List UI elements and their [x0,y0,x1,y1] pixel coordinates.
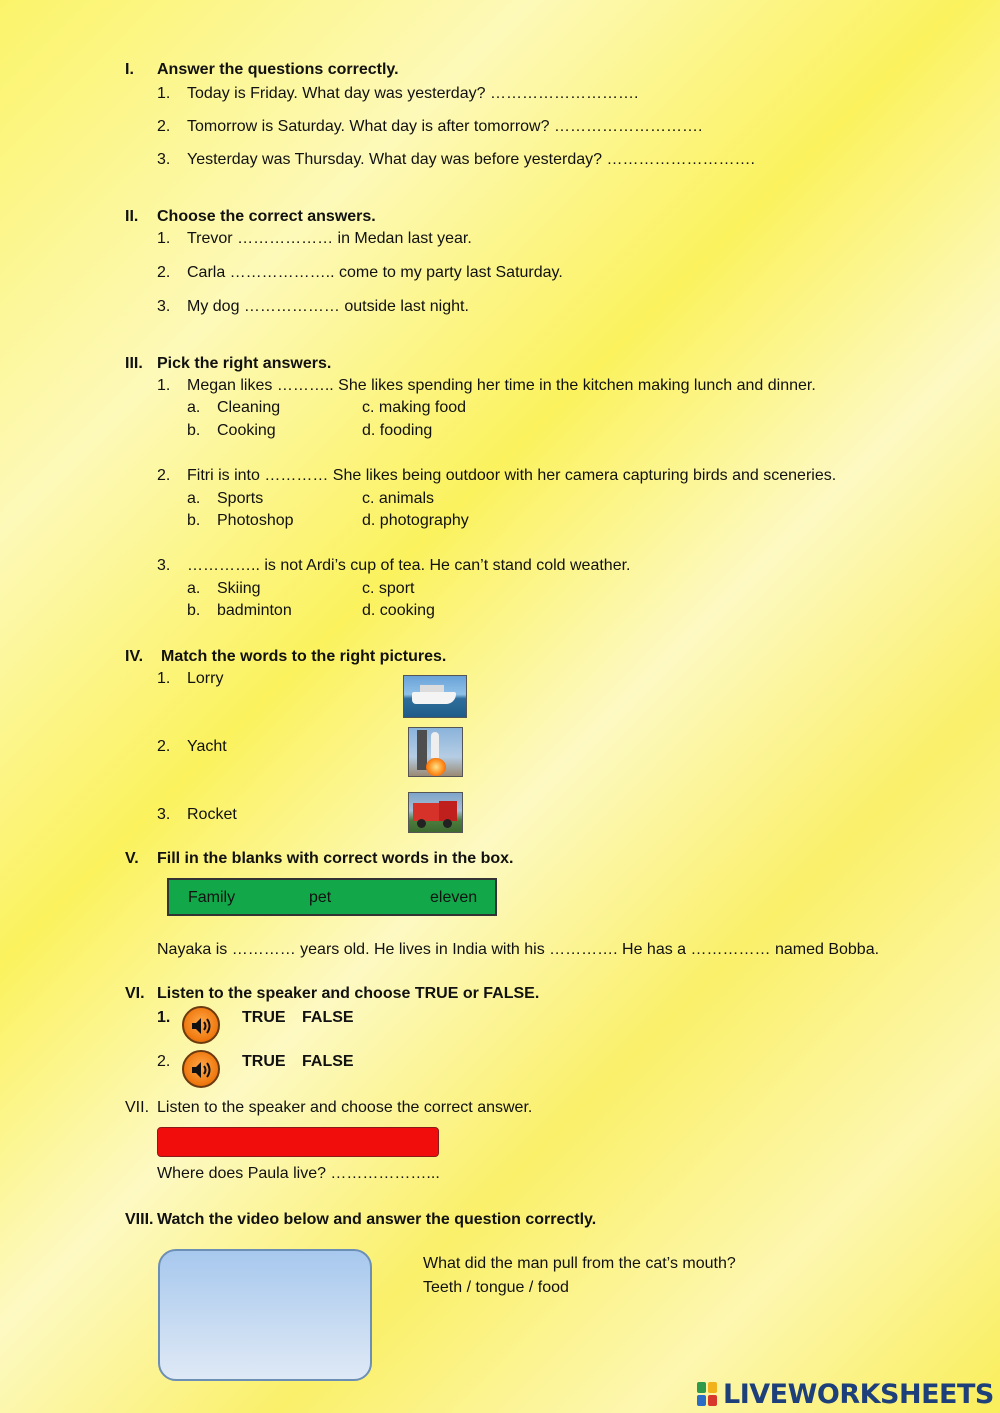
option-b[interactable]: Photoshop [217,512,294,529]
question-text: Fitri is into ………… She likes being outdoor with her camera capturing birds and sceneries. [187,467,837,484]
section-5-number: V. [125,850,139,867]
section-5-title: Fill in the blanks with correct words in the box. [157,850,514,867]
word-option: pet [309,889,332,906]
question-number: 1. [157,230,171,247]
match-number: 2. [157,738,171,755]
word-option: Family [188,889,236,906]
option-letter: a. [187,580,201,597]
section-4-number: IV. [125,648,144,665]
question-number: 1. [157,85,171,102]
lorry-picture[interactable] [408,792,463,833]
option-letter: b. [187,422,201,439]
video-question: What did the man pull from the cat’s mouth? [423,1255,736,1272]
section-3-title: Pick the right answers. [157,355,332,372]
option-c[interactable]: c. making food [362,399,467,416]
true-option[interactable]: TRUE [242,1009,286,1026]
audio-item-number: 2. [157,1053,171,1070]
option-a[interactable]: Sports [217,490,264,507]
option-letter: b. [187,512,201,529]
section-4-title: Match the words to the right pictures. [161,648,447,665]
word-box [167,878,497,916]
logo-icon [697,1381,719,1407]
option-b[interactable]: badminton [217,602,292,619]
question-text[interactable]: Yesterday was Thursday. What day was before yesterday? ………………………. [187,151,755,168]
option-letter: b. [187,602,201,619]
speaker-icon[interactable] [182,1050,220,1088]
option-a[interactable]: Skiing [217,580,261,597]
match-word[interactable]: Yacht [187,738,227,755]
false-option[interactable]: FALSE [302,1009,354,1026]
logo-text: LIVEWORKSHEETS [723,1378,994,1410]
section-8-title: Watch the video below and answer the question correctly. [157,1211,597,1228]
question-text[interactable]: Today is Friday. What day was yesterday? ………………………. [187,85,639,102]
question-number: 1. [157,377,171,394]
section-6-title: Listen to the speaker and choose TRUE or FALSE. [157,985,540,1002]
match-word[interactable]: Rocket [187,806,237,823]
liveworksheets-logo [697,1378,994,1410]
match-word[interactable]: Lorry [187,670,224,687]
audio-item-number: 1. [157,1009,171,1026]
audio-player-bar[interactable] [157,1127,439,1157]
question-number: 3. [157,151,171,168]
question-number: 3. [157,557,171,574]
option-a[interactable]: Cleaning [217,399,281,416]
section-1-number: I. [125,61,134,78]
section-2-number: II. [125,208,139,225]
option-letter: a. [187,399,201,416]
option-letter: a. [187,490,201,507]
question-text[interactable]: Carla ……………….. come to my party last Saturday. [187,264,563,281]
section-6-number: VI. [125,985,145,1002]
section-2-title: Choose the correct answers. [157,208,376,225]
rocket-picture[interactable] [408,727,463,777]
question-text[interactable]: My dog ……………… outside last night. [187,298,469,315]
yacht-picture[interactable] [403,675,467,718]
option-d[interactable]: d. cooking [362,602,435,619]
option-b[interactable]: Cooking [217,422,276,439]
video-player[interactable] [158,1249,372,1381]
question-number: 2. [157,118,171,135]
video-answer-options[interactable]: Teeth / tongue / food [423,1279,569,1296]
section-7-number: VII. [125,1099,150,1116]
match-number: 1. [157,670,171,687]
fill-in-paragraph[interactable]: Nayaka is ………… years old. He lives in India with his …………. He has a …………… named Bobba. [157,941,880,958]
question-text[interactable]: Trevor ……………… in Medan last year. [187,230,472,247]
option-c[interactable]: c. sport [362,580,415,597]
question-text: ………….. is not Ardi’s cup of tea. He can’t stand cold weather. [187,557,631,574]
speaker-icon[interactable] [182,1006,220,1044]
section-1-title: Answer the questions correctly. [157,61,399,78]
option-d[interactable]: d. photography [362,512,469,529]
section-3-number: III. [125,355,143,372]
option-d[interactable]: d. fooding [362,422,433,439]
question-number: 2. [157,264,171,281]
listening-question[interactable]: Where does Paula live? ………………... [157,1165,440,1182]
word-option: eleven [430,889,478,906]
match-number: 3. [157,806,171,823]
false-option[interactable]: FALSE [302,1053,354,1070]
question-text: Megan likes ……….. She likes spending her time in the kitchen making lunch and dinner. [187,377,816,394]
question-text[interactable]: Tomorrow is Saturday. What day is after tomorrow? ………………………. [187,118,703,135]
question-number: 3. [157,298,171,315]
true-option[interactable]: TRUE [242,1053,286,1070]
option-c[interactable]: c. animals [362,490,435,507]
question-number: 2. [157,467,171,484]
section-7-title: Listen to the speaker and choose the correct answer. [157,1099,533,1116]
section-8-number: VIII. [125,1211,154,1228]
